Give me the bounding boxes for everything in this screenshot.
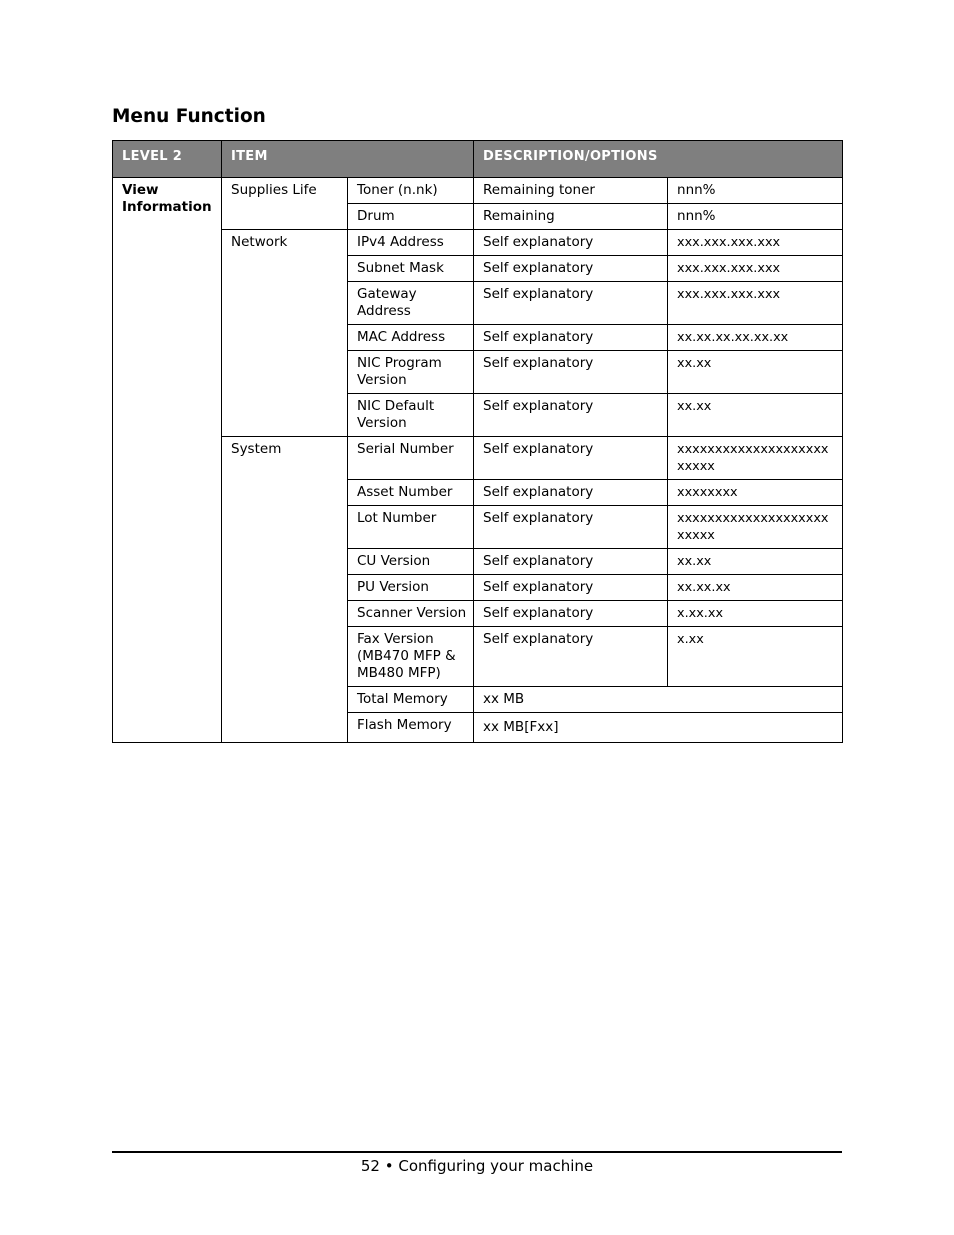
sub-item-cell: Gateway Address bbox=[348, 282, 474, 325]
value-cell: xxx.xxx.xxx.xxx bbox=[668, 230, 843, 256]
table-row bbox=[113, 437, 843, 480]
page-footer bbox=[112, 1157, 842, 1175]
sub-item-cell: Subnet Mask bbox=[348, 256, 474, 282]
section-title: Configuring your machine bbox=[398, 1157, 594, 1175]
description-cell: Self explanatory bbox=[474, 256, 668, 282]
value-cell: xx.xx.xx bbox=[668, 575, 843, 601]
description-cell: xx MB bbox=[474, 687, 843, 713]
description-cell: Self explanatory bbox=[474, 480, 668, 506]
sub-item-cell: Drum bbox=[348, 204, 474, 230]
header-description-options: DESCRIPTION/OPTIONS bbox=[474, 141, 843, 178]
description-cell: Self explanatory bbox=[474, 351, 668, 394]
value-cell: xx.xx bbox=[668, 351, 843, 394]
header-item: ITEM bbox=[222, 141, 474, 178]
item-cell: Supplies Life bbox=[222, 178, 348, 230]
description-cell: Self explanatory bbox=[474, 549, 668, 575]
sub-item-cell: Total Memory bbox=[348, 687, 474, 713]
footer-rule bbox=[112, 1151, 842, 1153]
sub-item-cell: NIC Program Version bbox=[348, 351, 474, 394]
sub-item-cell: Lot Number bbox=[348, 506, 474, 549]
item-cell: Network bbox=[222, 230, 348, 437]
value-cell: nnn% bbox=[668, 204, 843, 230]
description-cell: xx MB[Fxx] bbox=[474, 713, 843, 743]
description-cell: Self explanatory bbox=[474, 325, 668, 351]
sub-item-cell: Asset Number bbox=[348, 480, 474, 506]
level2-cell: View Information bbox=[113, 178, 222, 743]
item-cell: System bbox=[222, 437, 348, 743]
sub-item-cell: Flash Memory bbox=[348, 713, 474, 743]
table-row bbox=[113, 178, 843, 204]
page-title: Menu Function bbox=[112, 106, 266, 127]
value-cell: x.xx bbox=[668, 627, 843, 687]
value-cell: xxxxxxxxxxxxxxxxxxxxxxxxx bbox=[668, 437, 843, 480]
description-cell: Remaining toner bbox=[474, 178, 668, 204]
sub-item-cell: Scanner Version bbox=[348, 601, 474, 627]
description-cell: Self explanatory bbox=[474, 575, 668, 601]
sub-item-cell: PU Version bbox=[348, 575, 474, 601]
description-cell: Self explanatory bbox=[474, 282, 668, 325]
value-cell: xxx.xxx.xxx.xxx bbox=[668, 256, 843, 282]
description-cell: Self explanatory bbox=[474, 506, 668, 549]
value-cell: xx.xx.xx.xx.xx.xx bbox=[668, 325, 843, 351]
sub-item-cell: CU Version bbox=[348, 549, 474, 575]
sub-item-cell: NIC Default Version bbox=[348, 394, 474, 437]
value-cell: xxxxxxxx bbox=[668, 480, 843, 506]
sub-item-cell: Serial Number bbox=[348, 437, 474, 480]
footer-bullet: • bbox=[384, 1157, 394, 1175]
sub-item-cell: MAC Address bbox=[348, 325, 474, 351]
value-cell: xxxxxxxxxxxxxxxxxxxxxxxxx bbox=[668, 506, 843, 549]
page-number: 52 bbox=[360, 1157, 380, 1175]
value-cell: xx.xx bbox=[668, 549, 843, 575]
value-cell: xx.xx bbox=[668, 394, 843, 437]
value-cell: xxx.xxx.xxx.xxx bbox=[668, 282, 843, 325]
description-cell: Self explanatory bbox=[474, 601, 668, 627]
description-cell: Remaining bbox=[474, 204, 668, 230]
description-cell: Self explanatory bbox=[474, 627, 668, 687]
description-cell: Self explanatory bbox=[474, 437, 668, 480]
description-cell: Self explanatory bbox=[474, 394, 668, 437]
sub-item-cell: Toner (n.nk) bbox=[348, 178, 474, 204]
header-level2: LEVEL 2 bbox=[113, 141, 222, 178]
value-cell: nnn% bbox=[668, 178, 843, 204]
menu-function-table bbox=[112, 140, 843, 743]
description-cell: Self explanatory bbox=[474, 230, 668, 256]
value-cell: x.xx.xx bbox=[668, 601, 843, 627]
table-header-row bbox=[113, 141, 843, 178]
sub-item-cell: IPv4 Address bbox=[348, 230, 474, 256]
table-row bbox=[113, 230, 843, 256]
sub-item-cell: Fax Version (MB470 MFP & MB480 MFP) bbox=[348, 627, 474, 687]
